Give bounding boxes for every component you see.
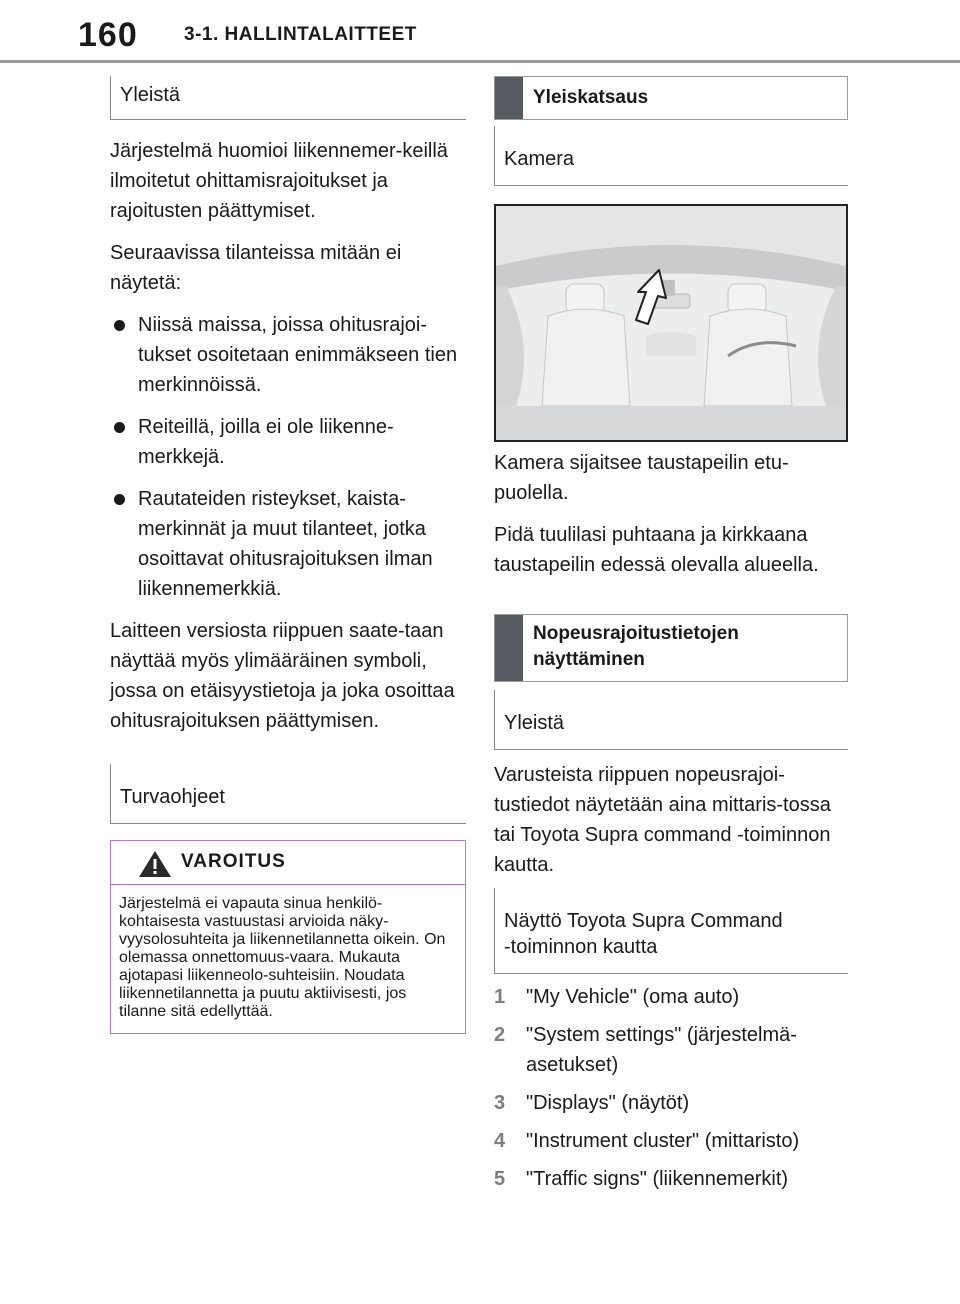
header-rule (0, 60, 960, 63)
step-number: 3 (494, 1092, 506, 1114)
version-paragraph: Laitteen versiosta riippuen saate-taan näyttää myös ylimääräinen symboli, jossa on etäisyystietoja ja joka osoittaa ohitusrajoituksen päättymisen. (110, 620, 455, 732)
safety-heading: Turvaohjeet (110, 764, 466, 824)
step-number: 2 (494, 1024, 506, 1046)
warning-box (110, 840, 466, 1034)
step-number: 5 (494, 1168, 506, 1190)
step-item (494, 1088, 848, 1118)
camera-cleaning-paragraph: Pidä tuulilasi puhtaana ja kirkkaana taustapeilin edessä olevalla alueella. (494, 524, 819, 576)
general-heading-right: Yleistä (494, 690, 848, 750)
section-bar-block (495, 615, 523, 681)
section-bar-title (533, 621, 739, 673)
step-item (494, 1020, 848, 1080)
step-item (494, 982, 848, 1012)
section-bar-title-line: Nopeusrajoitustietojen (533, 623, 739, 644)
step-item (494, 1164, 848, 1194)
step-text: "Displays" (näytöt) (526, 1092, 690, 1114)
camera-location-paragraph: Kamera sijaitsee taustapeilin etu-puolella. (494, 452, 789, 504)
list-item: Reiteillä, joilla ei ole liikenne-merkkejä. (110, 412, 466, 472)
step-number: 1 (494, 986, 506, 1008)
section-bar-title-line: näyttäminen (533, 649, 645, 670)
display-heading-line: -toiminnon kautta (504, 936, 658, 958)
warning-text: Järjestelmä ei vapauta sinua henkilö-kohtaisesta vastuustasi arvioida näky-vyysolosuhteita ja liikennetilannetta oikein. On olemassa onnettomuus-vaara. Mukauta ajotapasi liikenneolo-suhteisiin. Noudata liikennetilannetta ja puutu aktiivisesti, jos tilanne sitä edellyttää. (119, 895, 446, 1020)
section-bar-title: Yleiskatsaus (533, 87, 649, 108)
step-text: "Instrument cluster" (mittaristo) (526, 1130, 800, 1152)
steps-list (494, 982, 848, 1194)
speed-info-section-bar (494, 614, 848, 682)
step-text: "Traffic signs" (liikennemerkit) (526, 1168, 789, 1190)
step-text: "My Vehicle" (oma auto) (526, 986, 740, 1008)
windshield-camera-illustration (496, 206, 846, 440)
speed-info-paragraph: Varusteista riippuen nopeusrajoi-tustiedot näytetään aina mittaris-tossa tai Toyota Supra command -toiminnon kautta. (494, 764, 831, 876)
chapter-title: 3-1. HALLINTALAITTEET (184, 24, 417, 45)
overview-section-bar (494, 76, 848, 120)
bullet-list (110, 310, 466, 604)
camera-heading: Kamera (494, 126, 848, 186)
left-column (110, 76, 466, 1034)
right-column (494, 76, 848, 1194)
warning-header (111, 841, 465, 885)
list-item: Rautateiden risteykset, kaista-merkinnät ja muut tilanteet, jotka osoittavat ohitusrajoituksen ilman liikennemerkkiä. (110, 484, 466, 604)
step-item (494, 1126, 848, 1156)
display-heading (494, 888, 848, 974)
display-heading-line: Näyttö Toyota Supra Command (504, 910, 783, 932)
section-bar-block (495, 77, 523, 119)
warning-triangle-icon (137, 849, 173, 879)
step-text: "System settings" (järjestelmä-asetukset) (526, 1024, 797, 1076)
list-item: Niissä maissa, joissa ohitusrajoi-tukset osoitetaan enimmäkseen tien merkinnöissä. (110, 310, 466, 400)
step-number: 4 (494, 1130, 506, 1152)
camera-figure (494, 204, 848, 442)
warning-title: VAROITUS (181, 851, 286, 872)
page-number: 160 (78, 16, 138, 54)
intro-paragraph: Järjestelmä huomioi liikennemer-keillä ilmoitetut ohittamisrajoitukset ja rajoitusten päättymiset. (110, 140, 448, 222)
no-display-paragraph: Seuraavissa tilanteissa mitään ei näytetä: (110, 242, 402, 294)
general-heading: Yleistä (110, 76, 466, 120)
